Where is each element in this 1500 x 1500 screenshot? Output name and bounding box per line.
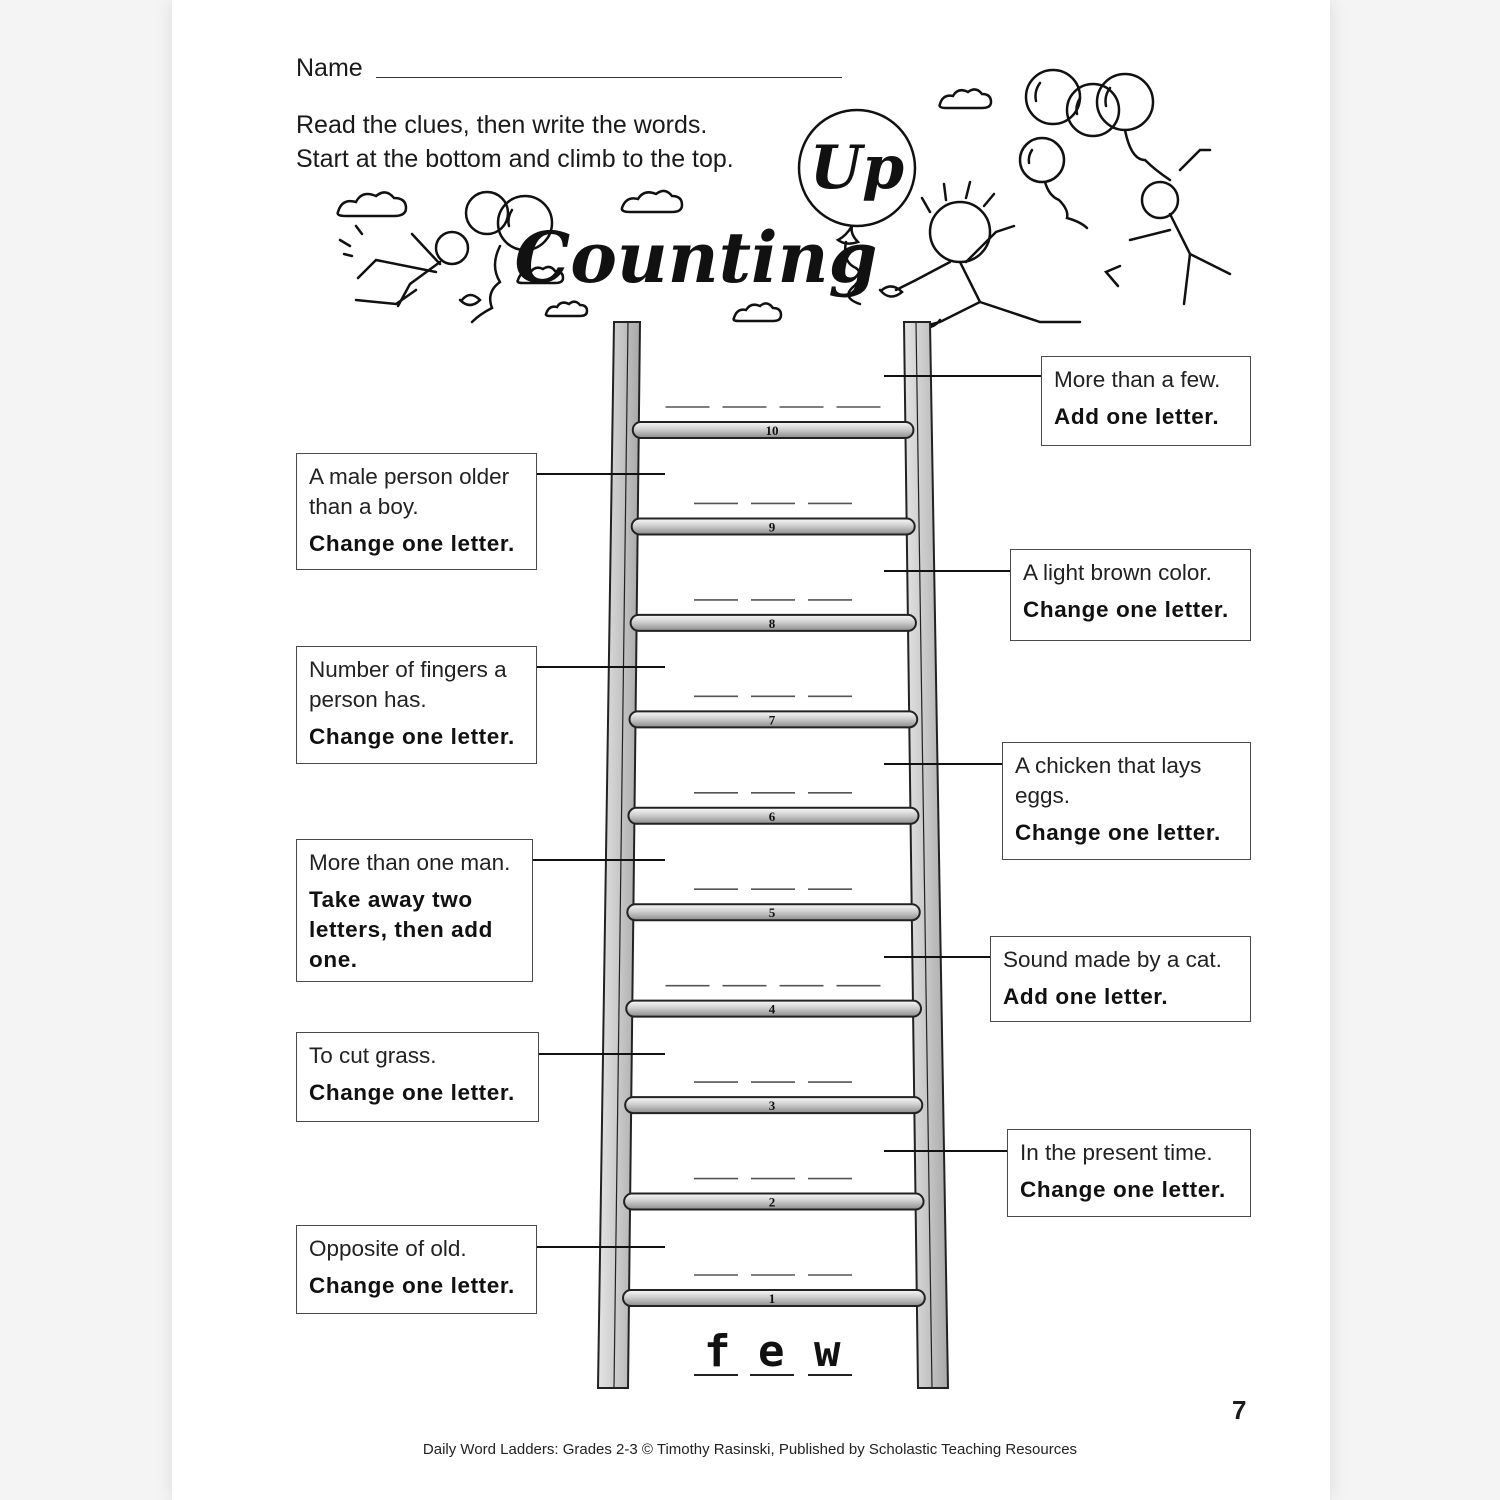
footer-credit: Daily Word Ladders: Grades 2-3 © Timothy Rasinski, Published by Scholastic Teaching Resources [422,1441,1078,1458]
clue-connector [884,763,1003,765]
ladder-rung [633,422,914,438]
start-underline [808,1374,852,1376]
clue-box-7 [296,646,537,764]
instruction-line-1: Read the clues, then write the words. [296,111,708,139]
start-letter: w [814,1326,841,1377]
clue-connector [535,473,665,475]
rung-number: 10 [765,423,779,438]
ladder-rung [625,1097,922,1113]
ladder-left-rail [598,322,640,1388]
clue-text: A light brown color. [1023,560,1212,585]
clue-instruction: Change one letter. [309,1080,515,1105]
title-counting: Counting [514,216,878,299]
clue-instruction: Take away two letters, then add one. [309,887,493,972]
clue-connector [537,1053,665,1055]
clue-box-8 [1010,549,1251,641]
instruction-line-2: Start at the bottom and climb to the top. [296,145,734,173]
clue-instruction: Change one letter. [1020,1177,1226,1202]
clue-connector [884,956,991,958]
clue-text: More than one man. [309,850,511,875]
rung-number: 6 [768,808,776,824]
ladder-right-rail [904,322,948,1388]
clue-connector [530,859,665,861]
rung-number: 3 [768,1098,776,1114]
rung-number: 5 [768,905,776,921]
clue-connector [884,1150,1008,1152]
rung-number: 8 [768,615,776,631]
page-number: 7 [1232,1395,1247,1425]
rung-number: 2 [768,1194,776,1210]
clue-box-4 [990,936,1251,1022]
clue-box-10 [1041,356,1251,446]
clue-instruction: Add one letter. [1003,984,1169,1009]
ladder-rung [631,615,916,631]
clue-box-9 [296,453,537,570]
ladder-rung [630,711,918,727]
clue-box-5 [296,839,533,982]
clue-connector [884,570,1011,572]
rung-number: 4 [768,1001,776,1017]
clue-instruction: Add one letter. [1054,404,1220,429]
clue-box-2 [1007,1129,1251,1217]
clue-instruction: Change one letter. [309,724,515,749]
clue-connector [884,375,1042,377]
clue-box-3 [296,1032,539,1122]
clue-text: Sound made by a cat. [1003,947,1222,972]
ladder-rung [632,518,915,534]
rung-number: 9 [768,519,776,535]
start-letter: e [758,1326,785,1377]
clue-box-6 [1002,742,1251,860]
title-up: Up [809,133,905,203]
ladder-rung [624,1194,923,1210]
start-letter: f [704,1326,731,1377]
clue-instruction: Change one letter. [309,531,515,556]
clue-box-1 [296,1225,537,1314]
ladder-rung [623,1290,925,1306]
clue-text: To cut grass. [309,1043,437,1068]
start-underline [750,1374,794,1376]
clue-text: In the present time. [1020,1140,1213,1165]
clue-text: A chicken that lays eggs. [1015,753,1202,808]
clue-instruction: Change one letter. [309,1273,515,1298]
clue-text: More than a few. [1054,367,1221,392]
ladder-rung [626,1001,921,1017]
clue-instruction: Change one letter. [1023,597,1229,622]
clue-text: Number of fingers a person has. [309,657,507,712]
name-label: Name [296,54,363,82]
clue-connector [535,666,665,668]
clue-connector [535,1246,665,1248]
ladder-rung [628,808,918,824]
start-underline [694,1374,738,1376]
clue-text: Opposite of old. [309,1236,467,1261]
clue-text: A male person older than a boy. [309,464,510,519]
rung-number: 1 [768,1291,776,1306]
ladder-rung [627,904,919,920]
clue-instruction: Change one letter. [1015,820,1221,845]
rung-number: 7 [768,712,776,728]
